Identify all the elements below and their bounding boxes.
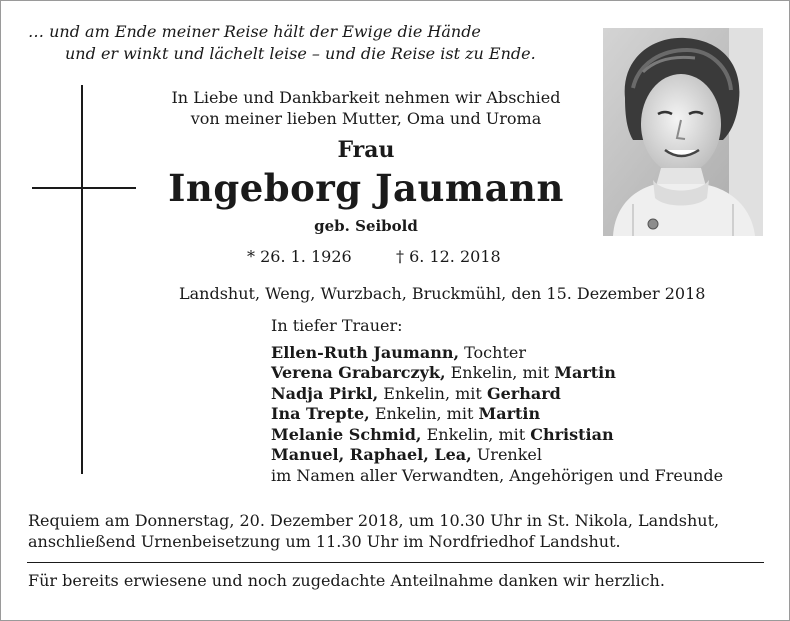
maiden-name: geb. Seibold bbox=[314, 217, 418, 235]
birth-date: * 26. 1. 1926 bbox=[247, 247, 352, 266]
mourner-relation: Enkelin, mit bbox=[378, 383, 487, 403]
mourner-name: Nadja Pirkl, bbox=[271, 383, 379, 403]
mourner-name: Manuel, Raphael, Lea, bbox=[271, 445, 472, 464]
mourner-name: Melanie Schmid, bbox=[271, 424, 422, 444]
mourner-row bbox=[271, 445, 723, 466]
portrait-photo bbox=[603, 28, 763, 236]
thanks-text: Für bereits erwiesene und noch zugedachte Anteilnahme danken wir herzlich. bbox=[28, 571, 665, 590]
intro-line-2: von meiner lieben Mutter, Oma und Uroma bbox=[190, 109, 542, 128]
mourner-name: Verena Grabarczyk, bbox=[271, 363, 446, 382]
mourner-row bbox=[271, 363, 723, 384]
requiem-line-2: anschließend Urnenbeisetzung um 11.30 Uhr im Nordfriedhof Landshut. bbox=[28, 532, 621, 551]
intro-text bbox=[141, 87, 591, 129]
mourner-relation: Tochter bbox=[459, 342, 526, 362]
mourner-partner: Martin bbox=[478, 404, 541, 423]
poem-line-1: … und am Ende meiner Reise hält der Ewige die Hände bbox=[28, 22, 481, 41]
mourners-heading: In tiefer Trauer: bbox=[271, 316, 403, 335]
mourner-relation: Enkelin, mit bbox=[369, 404, 479, 423]
mourner-partner: Martin bbox=[554, 363, 616, 382]
salutation: Frau bbox=[337, 137, 395, 163]
poem-line-2: und er winkt und lächelt leise – und die Reise ist zu Ende. bbox=[65, 44, 536, 63]
mourner-name: Ellen-Ruth Jaumann, bbox=[271, 342, 460, 362]
mourner-row bbox=[271, 404, 723, 425]
death-date: † 6. 12. 2018 bbox=[396, 247, 501, 266]
cross-horizontal-bar bbox=[32, 187, 136, 189]
intro-line-1: In Liebe und Dankbarkeit nehmen wir Abschied bbox=[171, 88, 561, 107]
mourner-row bbox=[271, 384, 723, 405]
requiem-line-1: Requiem am Donnerstag, 20. Dezember 2018, um 10.30 Uhr in St. Nikola, Landshut, bbox=[28, 511, 720, 530]
mourners-closing: im Namen aller Verwandten, Angehörigen und Freunde bbox=[271, 465, 724, 485]
mourner-relation: Urenkel bbox=[471, 445, 543, 464]
mourner-name: Ina Trepte, bbox=[271, 404, 370, 423]
divider-line bbox=[27, 562, 764, 563]
place-date: Landshut, Weng, Wurzbach, Bruckmühl, den 15. Dezember 2018 bbox=[179, 284, 706, 303]
mourner-relation: Enkelin, mit bbox=[421, 424, 531, 444]
mourner-partner: Christian bbox=[530, 424, 614, 444]
mourners-block bbox=[271, 316, 723, 486]
mourner-row bbox=[271, 343, 723, 364]
mourner-partner: Gerhard bbox=[486, 383, 561, 403]
requiem-text bbox=[28, 510, 719, 552]
cross-vertical-bar bbox=[81, 85, 83, 474]
mourners-list bbox=[271, 343, 723, 466]
deceased-name: Ingeborg Jaumann bbox=[168, 166, 564, 210]
mourner-row bbox=[271, 425, 723, 446]
mourner-relation: Enkelin, mit bbox=[445, 363, 555, 382]
